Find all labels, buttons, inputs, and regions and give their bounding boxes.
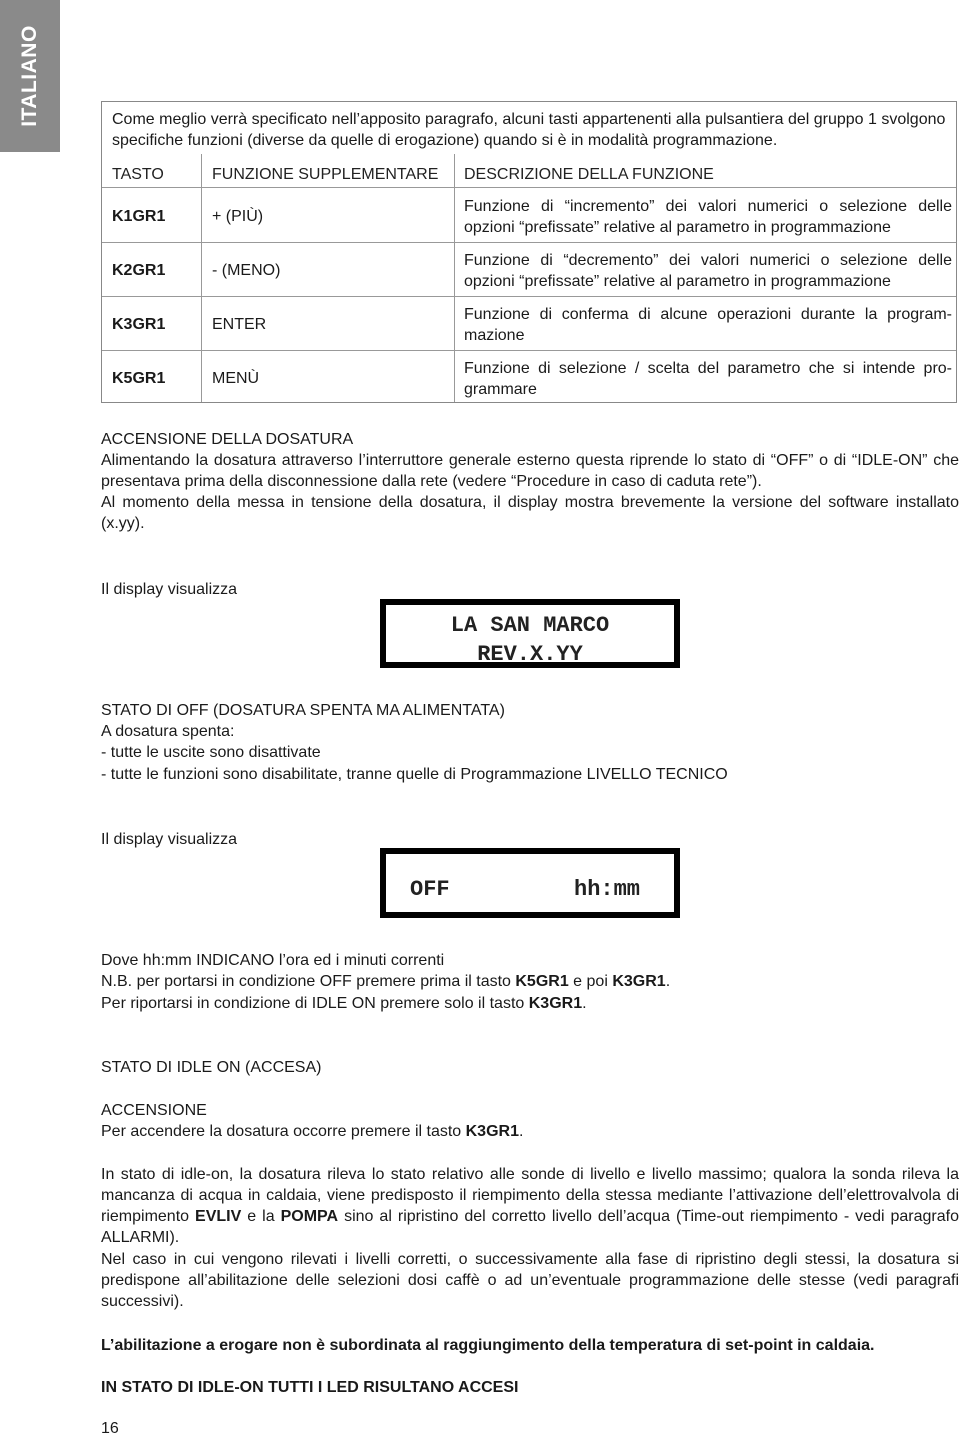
display-caption-2: Il display visualizza <box>101 831 238 848</box>
lcd-display-version <box>380 599 680 668</box>
lcd-off-text: OFF <box>410 877 450 902</box>
idle-accensione-line: Per accendere la dosatura occorre premere il tasto K3GR1. <box>101 1123 524 1140</box>
section-title-accensione: ACCENSIONE DELLA DOSATURA <box>101 431 354 448</box>
accensione-paragraph-1: Alimentando la dosatura attraverso l’interruttore generale esterno questa riprende lo stato di “OFF” o di “IDLE-ON” che presentava prima della disconnessione dalla rete (vedere “Procedure in caso di caduta rete”). <box>101 452 959 490</box>
row-divider-header <box>102 187 956 188</box>
idle-subtitle: ACCENSIONE <box>101 1102 207 1119</box>
section-title-idle: STATO DI IDLE ON (ACCESA) <box>101 1059 322 1076</box>
row1-key: K1GR1 <box>112 208 166 225</box>
language-tab <box>0 0 60 152</box>
row2-func: - (MENO) <box>212 262 281 279</box>
row3-func: ENTER <box>212 316 267 333</box>
stato-off-line-3: - tutte le funzioni sono disabilitate, tranne quelle di Programmazione LIVELLO TECNICO <box>101 766 728 783</box>
idle-paragraph-2: Nel caso in cui vengono rilevati i livelli corretti, o successivamente alla fase di ripristino degli stessi, la dosatura si predispone all’abilitazione delle selezioni dosi caffè o ad un’eventuale programmazione delle stesse (vedi paragrafi successivi). <box>101 1251 959 1310</box>
lcd-display-off <box>380 848 680 918</box>
language-tab-label: ITALIANO <box>18 25 42 127</box>
lcd-time-text: hh:mm <box>574 877 641 902</box>
lcd-line-1: LA SAN MARCO <box>450 613 610 638</box>
display-caption-1: Il display visualizza <box>101 581 238 598</box>
row-divider-3 <box>102 350 956 351</box>
idle-paragraph-1: In stato di idle-on, la dosatura rileva lo stato relativo alle sonde di livello e livello massimo; qualora la sonda rileva la mancanza di acqua in caldaia, viene predisposto il riempimento della stessa mediante l’attivazione dell’elettrovalvola di riempimento EVLIV e la POMPA sino al ripristino del corretto livello dell’acqua (Time-out riempimento - vedi paragrafo ALLARMI). <box>101 1166 960 1246</box>
col-divider-1 <box>201 154 202 402</box>
idle-bold-note: L’abilitazione a erogare non è subordinata al raggiungimento della temperatura di set-point in caldaia. <box>101 1337 875 1354</box>
header-tasto: TASTO <box>112 166 164 183</box>
row2-desc: Funzione di “decremento” dei valori numerici o selezione delle opzioni “prefissate” relative al parametro in programmazione <box>464 252 952 290</box>
notes-line-3: Per riportarsi in condizione di IDLE ON premere solo il tasto K3GR1. <box>101 995 587 1012</box>
idle-bold-led: IN STATO DI IDLE-ON TUTTI I LED RISULTANO ACCESI <box>101 1379 519 1396</box>
col-divider-2 <box>454 154 455 402</box>
row-divider-1 <box>102 242 956 243</box>
stato-off-line-2: - tutte le uscite sono disattivate <box>101 744 321 761</box>
row4-func: MENÙ <box>212 370 260 387</box>
section-title-stato-off: STATO DI OFF (DOSATURA SPENTA MA ALIMENTATA) <box>101 702 505 719</box>
row3-key: K3GR1 <box>112 316 166 333</box>
row-divider-2 <box>102 296 956 297</box>
header-descrizione: DESCRIZIONE DELLA FUNZIONE <box>464 166 714 183</box>
row1-func: + (PIÙ) <box>212 208 264 225</box>
row1-desc: Funzione di “incremento” dei valori numerici o selezione delle opzioni “prefissate” relative al parametro in programmazione <box>464 198 952 236</box>
accensione-paragraph-2: Al momento della messa in tensione della dosatura, il display mostra brevemente la versione del software installato (x.yy). <box>101 494 959 532</box>
function-table-box <box>101 101 957 403</box>
row4-desc: Funzione di selezione / scelta del parametro che si intende pro- grammare <box>464 360 952 398</box>
lcd-line-2: REV.X.YY <box>477 642 583 667</box>
notes-line-2: N.B. per portarsi in condizione OFF premere prima il tasto K5GR1 e poi K3GR1. <box>101 973 671 990</box>
notes-line-1: Dove hh:mm INDICANO l’ora ed i minuti correnti <box>101 952 445 969</box>
page-number: 16 <box>101 1420 119 1437</box>
row3-desc: Funzione di conferma di alcune operazioni durante la program- mazione <box>464 306 952 344</box>
header-funzione: FUNZIONE SUPPLEMENTARE <box>212 166 439 183</box>
row4-key: K5GR1 <box>112 370 166 387</box>
stato-off-line-1: A dosatura spenta: <box>101 723 235 740</box>
row2-key: K2GR1 <box>112 262 166 279</box>
intro-text: Come meglio verrà specificato nell’apposito paragrafo, alcuni tasti appartenenti alla pulsantiera del gruppo 1 svolgono specifiche funzioni (diverse da quelle di erogazione) quando si è in modalità programmazione. <box>112 111 946 149</box>
